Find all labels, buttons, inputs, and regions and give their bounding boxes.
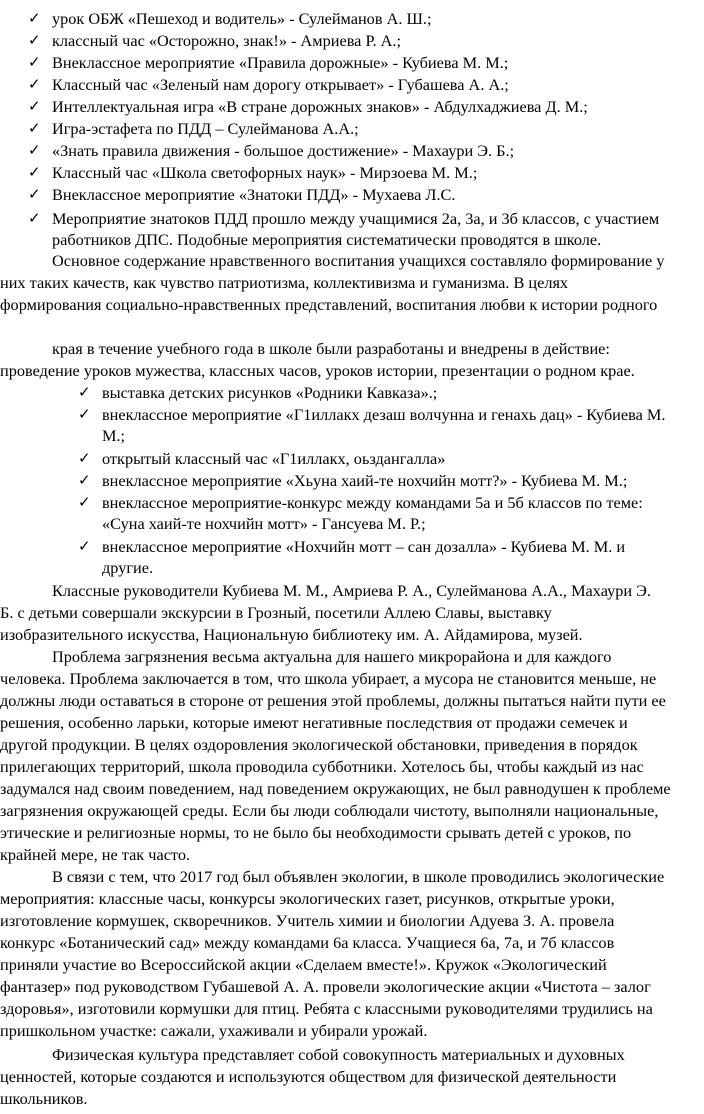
list-item: выставка детских рисунков «Родники Кавказа».; <box>102 383 438 402</box>
checkmark-icon: ✓ <box>28 163 41 181</box>
paragraph-line: загрязнения окружающей среды. Если бы люди соблюдали чистоту, выполняли национальные, <box>0 801 659 820</box>
checkmark-icon: ✓ <box>78 493 91 511</box>
checkmark-icon: ✓ <box>28 209 41 227</box>
checkmark-icon: ✓ <box>28 9 41 27</box>
paragraph-line: Б. с детьми совершали экскурсии в Грозный, посетили Аллею Славы, выставку <box>0 603 552 622</box>
paragraph-line: них таких качеств, как чувство патриотизма, коллективизма и гуманизма. В целях <box>0 273 569 292</box>
checkmark-icon: ✓ <box>28 185 41 203</box>
paragraph-line: мероприятия: классные часы, конкурсы экологических газет, рисунков, открытые уроки, <box>0 889 615 908</box>
list-item-continuation: работников ДПС. Подобные мероприятия систематически проводятся в школе. <box>52 230 602 249</box>
list-item: классный час «Осторожно, знак!» - Амриева Р. А.; <box>52 31 401 50</box>
paragraph-line: другой продукции. В целях оздоровления экологической обстановки, приведения в порядок <box>0 735 638 754</box>
list-item: внеклассное мероприятие «Хьуна хаий-те нохчийн мотт?» - Кубиева М. М.; <box>102 471 628 490</box>
checkmark-icon: ✓ <box>78 405 91 423</box>
list-item: Внеклассное мероприятие «Знатоки ПДД» - Мухаева Л.С. <box>52 185 456 204</box>
paragraph-line: прилегающих территорий, школа проводила субботники. Хотелось бы, чтобы каждый из нас <box>0 757 644 776</box>
checkmark-icon: ✓ <box>78 471 91 489</box>
list-item: открытый классный час «Г1иллакх, оьздангалла» <box>102 449 446 468</box>
paragraph-line: здоровья», изготовили кормушки для птиц. Ребята с классными руководителями трудились на <box>0 999 653 1018</box>
paragraph-line: Физическая культура представляет собой совокупность материальных и духовных <box>52 1045 625 1064</box>
list-item-continuation: другие. <box>102 558 154 577</box>
paragraph-line: конкурс «Ботанический сад» между командами 6а класса. Учащиеся 6а, 7а, и 7б классов <box>0 933 615 952</box>
paragraph-line: проведение уроков мужества, классных часов, уроков истории, презентации о родном крае. <box>0 361 635 380</box>
paragraph-line: Основное содержание нравственного воспитания учащихся составляло формирование у <box>52 251 665 270</box>
paragraph-line: пришкольном участке: сажали, ухаживали и убирали урожай. <box>0 1021 428 1040</box>
paragraph-line: задумался над своим поведением, над поведением окружающих, не был равнодушен к проблеме <box>0 779 671 798</box>
paragraph-line: должны люди оставаться в стороне от решения этой проблемы, должны пытаться найти пути ее <box>0 691 666 710</box>
paragraph-line: решения, особенно ларьки, которые имеют негативные последствия от продажи семечек и <box>0 713 628 732</box>
list-item: Классный час «Школа светофорных наук» - Мирзоева М. М.; <box>52 163 478 182</box>
paragraph-line: крайней мере, не так часто. <box>0 845 191 864</box>
list-item: внеклассное мероприятие «Нохчийн мотт – сан дозалла» - Кубиева М. М. и <box>102 537 626 556</box>
paragraph-line: изготовление кормушек, скворечников. Учитель химии и биологии Адуева З. А. провела <box>0 911 615 930</box>
list-item: внеклассное мероприятие «Г1иллакх дезаш волчунна и генахь дац» - Кубиева М. <box>102 405 666 424</box>
list-item: Интеллектуальная игра «В стране дорожных знаков» - Абдулхаджиева Д. М.; <box>52 97 588 116</box>
paragraph-line: школьников. <box>0 1089 88 1108</box>
list-item: Внеклассное мероприятие «Правила дорожные» - Кубиева М. М.; <box>52 53 509 72</box>
paragraph-line: В связи с тем, что 2017 год был объявлен экологии, в школе проводились экологические <box>52 867 665 886</box>
checkmark-icon: ✓ <box>78 537 91 555</box>
checkmark-icon: ✓ <box>28 141 41 159</box>
paragraph-line: ценностей, которые создаются и используются обществом для физической деятельности <box>0 1067 617 1086</box>
paragraph-line: Проблема загрязнения весьма актуальна для нашего микрорайона и для каждого <box>52 647 612 666</box>
checkmark-icon: ✓ <box>78 449 91 467</box>
checkmark-icon: ✓ <box>28 75 41 93</box>
paragraph-line: этические и религиозные нормы, то не было бы необходимости срывать детей с уроков, по <box>0 823 632 842</box>
checkmark-icon: ✓ <box>28 31 41 49</box>
list-item: Мероприятие знатоков ПДД прошло между учащимися 2а, 3а, и 3б классов, с участием <box>52 209 660 228</box>
list-item: «Знать правила движения - большое достижение» - Махаури Э. Б.; <box>52 141 515 160</box>
checkmark-icon: ✓ <box>78 383 91 401</box>
checkmark-icon: ✓ <box>28 119 41 137</box>
checkmark-icon: ✓ <box>28 97 41 115</box>
paragraph-line: края в течение учебного года в школе были разработаны и внедрены в действие: <box>52 339 610 358</box>
list-item: Классный час «Зеленый нам дорогу открывает» - Губашева А. А.; <box>52 75 509 94</box>
list-item: Игра-эстафета по ПДД – Сулейманова А.А.; <box>52 119 359 138</box>
list-item-continuation: М.; <box>102 426 126 445</box>
paragraph-line: Классные руководители Кубиева М. М., Амриева Р. А., Сулейманова А.А., Махаури Э. <box>52 581 651 600</box>
paragraph-line: человека. Проблема заключается в том, что школа убирает, а мусора не становится меньше, не <box>0 669 657 688</box>
paragraph-line: фантазер» под руководством Губашевой А. А. провели экологические акции «Чистота – залог <box>0 977 651 996</box>
list-item: внеклассное мероприятие-конкурс между командами 5а и 5б классов по теме: <box>102 493 643 512</box>
list-item: урок ОБЖ «Пешеход и водитель» - Сулейманов А. Ш.; <box>52 9 432 28</box>
list-item-continuation: «Суна хаий-те нохчийн мотт» - Гансуева М. Р.; <box>102 514 426 533</box>
paragraph-line: приняли участие во Всероссийской акции «Сделаем вместе!». Кружок «Экологический <box>0 955 607 974</box>
checkmark-icon: ✓ <box>28 53 41 71</box>
paragraph-line: изобразительного искусства, Национальную библиотеку им. А. Айдамирова, музей. <box>0 625 583 644</box>
paragraph-line: формирования социально-нравственных представлений, воспитания любви к истории родного <box>0 295 658 314</box>
